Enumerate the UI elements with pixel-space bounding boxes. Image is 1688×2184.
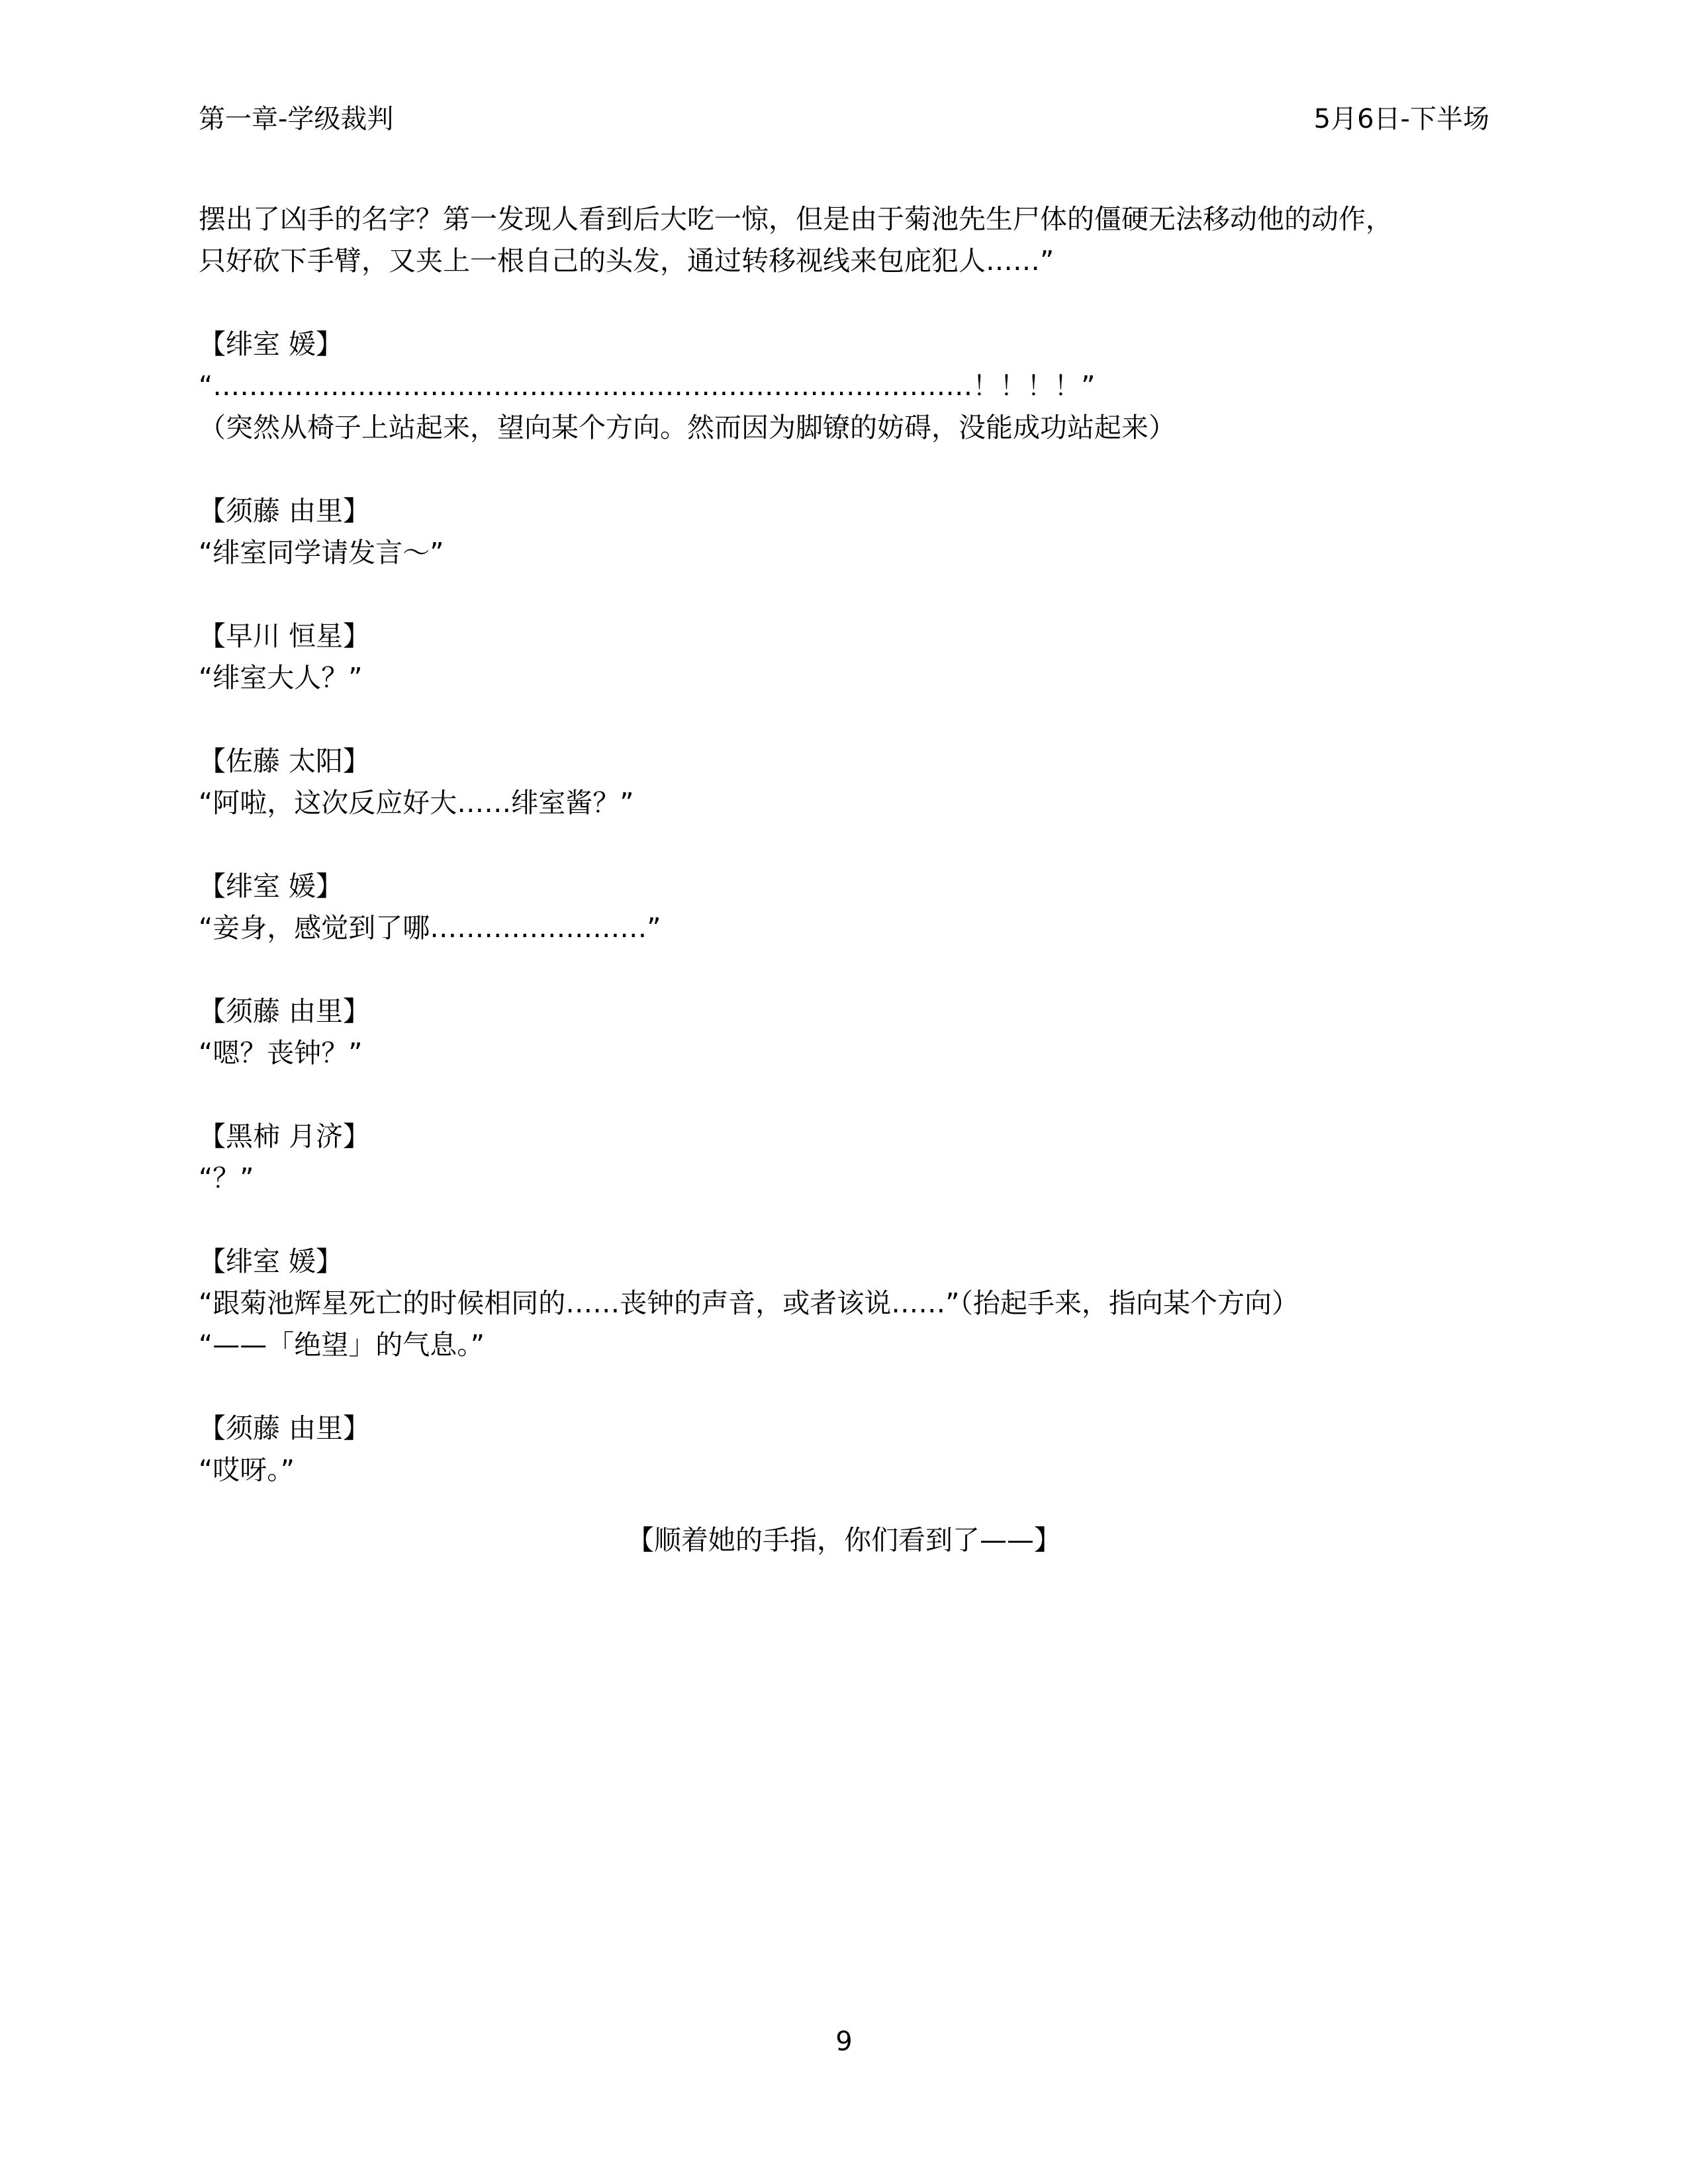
speaker-name: 【绯室 媛】 xyxy=(199,328,344,360)
speaker-name: 【须藤 由里】 xyxy=(199,1412,371,1444)
centered-narration: 【顺着她的手指，你们看到了——】 xyxy=(627,1524,1061,1556)
dialogue-line: “阿啦，这次反应好大……绯室酱？” xyxy=(199,787,634,819)
dialogue-line: （突然从椅子上站起来，望向某个方向。然而因为脚镣的妨碍，没能成功站起来） xyxy=(199,412,1176,443)
speaker-name: 【须藤 由里】 xyxy=(199,495,371,527)
page-header xyxy=(199,99,1489,139)
dialogue-line: “跟菊池辉星死亡的时候相同的……丧钟的声音，或者该说……”（抬起手来，指向某个方向） xyxy=(199,1287,1299,1319)
speaker-name: 【绯室 媛】 xyxy=(199,870,344,902)
dialogue-line: “？” xyxy=(199,1162,254,1194)
speaker-name: 【佐藤 太阳】 xyxy=(199,745,371,777)
speaker-name: 【绯室 媛】 xyxy=(199,1246,344,1277)
speaker-name: 【须藤 由里】 xyxy=(199,995,371,1027)
dialogue-line: “妾身，感觉到了哪……………………” xyxy=(199,912,661,944)
document-body xyxy=(199,199,1489,1491)
speaker-name: 【黑柿 月济】 xyxy=(199,1120,371,1152)
page-number: 9 xyxy=(835,2026,853,2057)
dialogue-line: “绯室大人？” xyxy=(199,662,363,694)
paragraph-line: 摆出了凶手的名字？第一发现人看到后大吃一惊，但是由于菊池先生尸体的僵硬无法移动他的动作， xyxy=(199,203,1393,235)
paragraph-line: 只好砍下手臂，又夹上一根自己的头发，通过转移视线来包庇犯人……” xyxy=(199,245,1055,277)
dialogue-line: “绯室同学请发言～” xyxy=(199,537,444,569)
dialogue-line: “——「绝望」的气息。” xyxy=(199,1329,485,1361)
date-section: 5月6日-下半场 xyxy=(1313,104,1489,134)
dialogue-line: “…………………………………………………………………………！！！！” xyxy=(199,370,1096,402)
dialogue-line: “嗯？丧钟？” xyxy=(199,1037,363,1069)
chapter-title: 第一章-学级裁判 xyxy=(199,104,394,134)
speaker-name: 【早川 恒星】 xyxy=(199,620,371,652)
dialogue-line: “哎呀。” xyxy=(199,1454,295,1486)
